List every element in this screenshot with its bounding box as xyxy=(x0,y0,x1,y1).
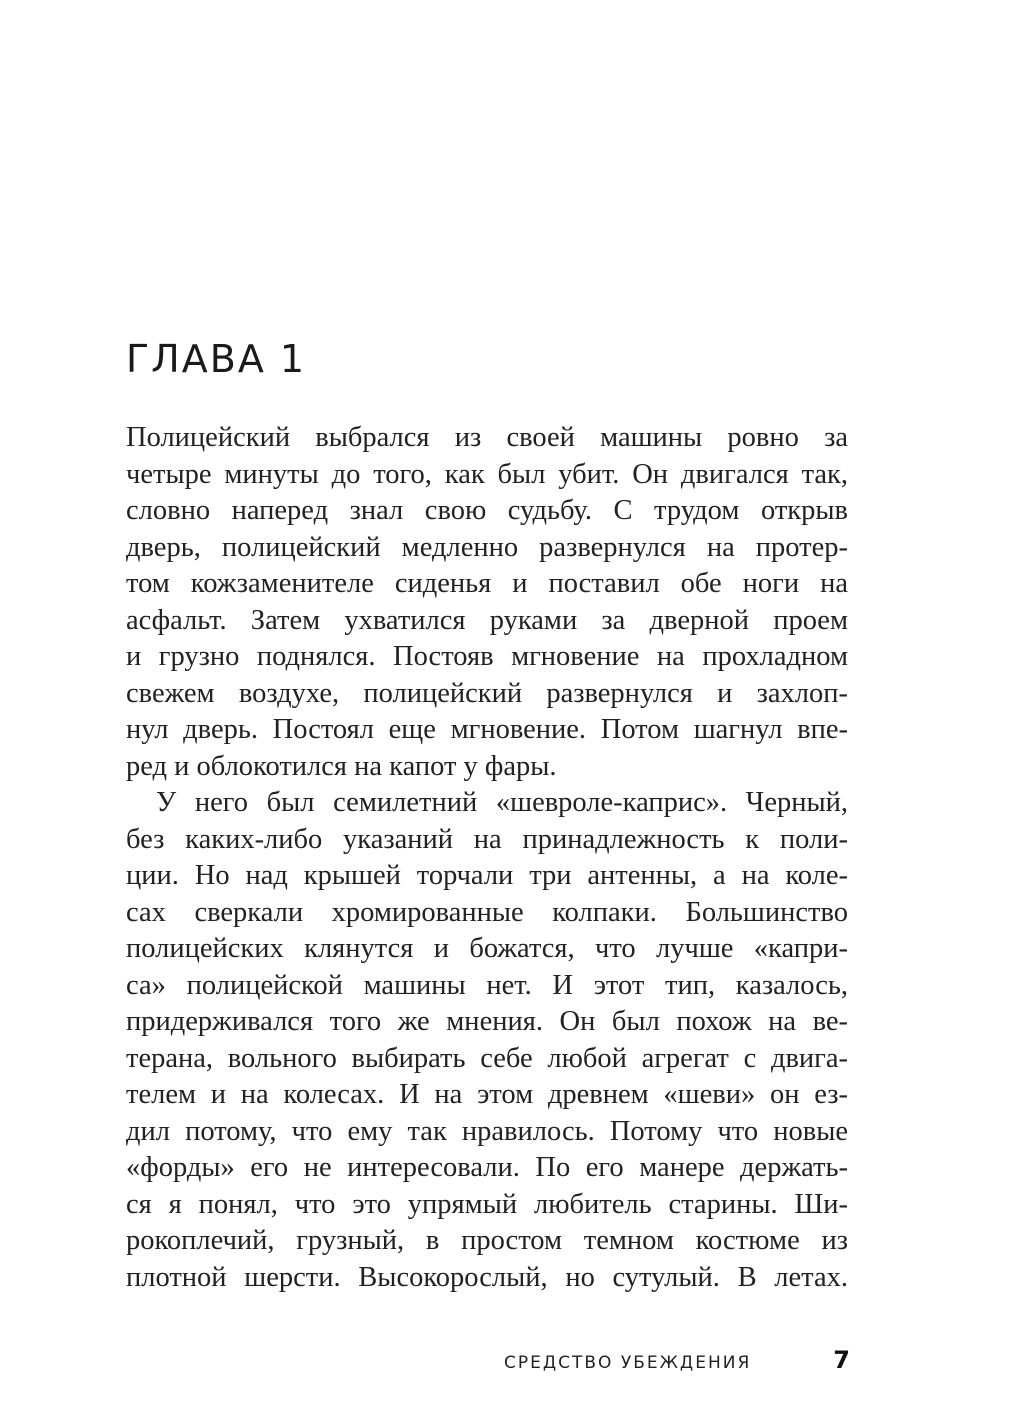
text-line: ции. Но над крышей торчали три антенны, а на коле- xyxy=(126,860,848,891)
page-number: 7 xyxy=(833,1346,850,1374)
text-line: са» полицейской машины нет. И этот тип, казалось, xyxy=(126,969,848,1001)
running-title: СРЕДСТВО УБЕЖДЕНИЯ xyxy=(504,1353,752,1373)
text-line: словно наперед знал свою судьбу. С трудом открыв xyxy=(126,495,848,526)
chapter-title: ГЛАВА 1 xyxy=(126,337,307,381)
text-line: «форды» его не интересовали. По его манере держать- xyxy=(126,1152,848,1183)
text-line: четыре минуты до того, как был убит. Он двигался так, xyxy=(126,458,848,490)
text-line: телем и на колесах. И на этом древнем «шеви» он ез- xyxy=(126,1079,848,1110)
paragraph-1 xyxy=(126,420,848,785)
text-line: полицейских клянутся и божатся, что лучше «капри- xyxy=(126,933,848,964)
page-footer xyxy=(504,1346,850,1374)
text-line: без каких-либо указаний на принадлежность к поли- xyxy=(126,823,848,855)
text-line: том кожзаменителе сиденья и поставил обе ноги на xyxy=(126,568,848,599)
text-line: Полицейский выбрался из своей машины ровно за xyxy=(126,422,848,453)
text-line: придерживался того же мнения. Он был похож на ве- xyxy=(126,1006,848,1037)
text-line: ся я понял, что это упрямый любитель старины. Ши- xyxy=(126,1188,848,1220)
text-line: У него был семилетний «шевроле-каприс». Черный, xyxy=(156,787,848,818)
text-line: рокоплечий, грузный, в простом темном костюме из xyxy=(126,1225,848,1256)
text-line: асфальт. Затем ухватился руками за дверной проем xyxy=(126,604,848,636)
body-text xyxy=(126,420,848,1296)
text-line: сах сверкали хромированные колпаки. Большинство xyxy=(126,896,848,928)
text-line: и грузно поднялся. Постояв мгновение на прохладном xyxy=(126,641,848,672)
text-line: нул дверь. Постоял еще мгновение. Потом шагнул впе- xyxy=(126,714,848,745)
text-line: дверь, полицейский медленно развернулся на протер- xyxy=(126,531,848,563)
text-line: дил потому, что ему так нравилось. Потому что новые xyxy=(126,1115,848,1147)
text-line: плотной шерсти. Высокорослый, но сутулый. В летах. xyxy=(126,1261,848,1293)
paragraph-2 xyxy=(126,785,848,1296)
text-line: свежем воздухе, полицейский развернулся и захлоп- xyxy=(126,677,848,709)
text-line: терана, вольного выбирать себе любой агрегат с двига- xyxy=(126,1042,848,1074)
text-line: ред и облокотился на капот у фары. xyxy=(126,750,557,782)
